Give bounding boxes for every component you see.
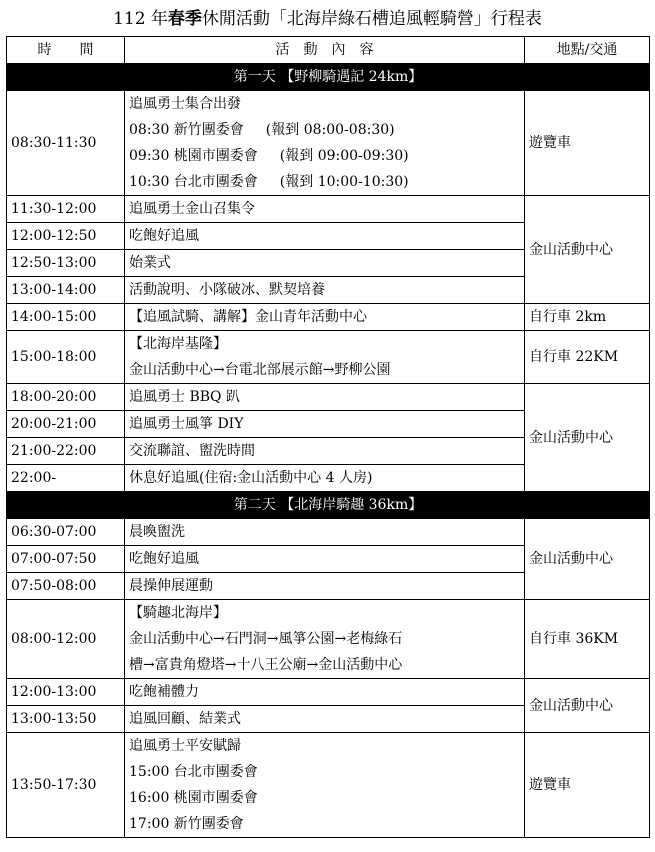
- activity-cell: 始業式: [125, 250, 525, 277]
- activity-cell: 晨喚盥洗: [125, 519, 525, 546]
- time-cell: 12:00-12:50: [7, 223, 125, 250]
- activity-cell: 追風勇士風箏 DIY: [125, 411, 525, 438]
- activity-line: 08:30 新竹團委會 (報到 08:00-08:30): [129, 122, 395, 138]
- activity-line: 15:00 台北市團委會: [129, 764, 258, 780]
- activity-line: 【騎趣北海岸】: [129, 605, 227, 621]
- day1-label: 第一天 【野柳騎遇記 24km】: [7, 64, 650, 91]
- activity-cell: 吃飽好追風: [125, 546, 525, 573]
- activity-line: 10:30 台北市團委會 (報到 10:00-10:30): [129, 174, 409, 190]
- activity-cell: 晨操伸展運動: [125, 573, 525, 600]
- time-cell: 21:00-22:00: [7, 438, 125, 465]
- time-cell: 06:30-07:00: [7, 519, 125, 546]
- place-cell: 遊覽車: [525, 91, 650, 196]
- time-cell: 20:00-21:00: [7, 411, 125, 438]
- activity-cell: 交流聯誼、盥洗時間: [125, 438, 525, 465]
- activity-line: 槽→富貴角燈塔→十八王公廟→金山活動中心: [129, 657, 403, 673]
- table-row: [7, 331, 650, 384]
- time-cell: 12:50-13:00: [7, 250, 125, 277]
- header-content: 活 動 內 容: [125, 37, 525, 64]
- place-cell: 金山活動中心: [525, 384, 650, 492]
- title-rest: 休閒活動「北海岸綠石槽追風輕騎營」行程表: [201, 9, 542, 29]
- activity-cell: 追風回顧、結業式: [125, 706, 525, 733]
- activity-line: 16:00 桃園市團委會: [129, 790, 258, 806]
- title-season: 春季: [167, 9, 202, 29]
- time-cell: 22:00-: [7, 465, 125, 492]
- time-cell: 13:00-14:00: [7, 277, 125, 304]
- activity-cell: [125, 733, 525, 838]
- place-cell: 自行車 36KM: [525, 600, 650, 679]
- activity-cell: 追風勇士金山召集令: [125, 196, 525, 223]
- day2-label: 第二天 【北海岸騎趣 36km】: [7, 492, 650, 519]
- schedule-table: [6, 36, 650, 838]
- activity-cell: 吃飽補體力: [125, 679, 525, 706]
- time-cell: 07:00-07:50: [7, 546, 125, 573]
- activity-line: 金山活動中心→石門洞→風箏公園→老梅綠石: [129, 631, 403, 647]
- activity-cell: [125, 91, 525, 196]
- time-cell: 07:50-08:00: [7, 573, 125, 600]
- activity-cell: 【追風試騎、講解】金山青年活動中心: [125, 304, 525, 331]
- activity-line: 09:30 桃園市團委會 (報到 09:00-09:30): [129, 148, 409, 164]
- time-cell: 14:00-15:00: [7, 304, 125, 331]
- table-row: [7, 519, 650, 546]
- activity-cell: 活動說明、小隊破冰、默契培養: [125, 277, 525, 304]
- place-cell: 自行車 22KM: [525, 331, 650, 384]
- time-cell: 08:30-11:30: [7, 91, 125, 196]
- table-row: [7, 600, 650, 679]
- place-cell: 遊覽車: [525, 733, 650, 838]
- time-cell: 12:00-13:00: [7, 679, 125, 706]
- table-row: [7, 733, 650, 838]
- table-row: [7, 384, 650, 411]
- place-cell: 金山活動中心: [525, 679, 650, 733]
- activity-cell: 吃飽好追風: [125, 223, 525, 250]
- place-cell: 金山活動中心: [525, 196, 650, 304]
- table-row: [7, 196, 650, 223]
- time-cell: 18:00-20:00: [7, 384, 125, 411]
- table-row: [7, 91, 650, 196]
- activity-line: 金山活動中心→台電北部展示館→野柳公園: [129, 362, 391, 378]
- header-place: 地點/交通: [525, 37, 650, 64]
- time-cell: 08:00-12:00: [7, 600, 125, 679]
- title-year: 112 年: [113, 9, 168, 29]
- activity-line: 追風勇士集合出發: [129, 96, 241, 112]
- page-title: [6, 4, 649, 34]
- activity-cell: 追風勇士 BBQ 趴: [125, 384, 525, 411]
- place-cell: 金山活動中心: [525, 519, 650, 600]
- activity-line: 【北海岸基隆】: [129, 336, 227, 352]
- header-time: 時 間: [7, 37, 125, 64]
- activity-cell: [125, 600, 525, 679]
- table-row: [7, 679, 650, 706]
- day1-banner: [7, 64, 650, 91]
- table-row: [7, 304, 650, 331]
- activity-cell: 休息好追風(住宿:金山活動中心 4 人房): [125, 465, 525, 492]
- activity-line: 17:00 新竹團委會: [129, 816, 244, 832]
- place-cell: 自行車 2km: [525, 304, 650, 331]
- time-cell: 15:00-18:00: [7, 331, 125, 384]
- time-cell: 11:30-12:00: [7, 196, 125, 223]
- time-cell: 13:50-17:30: [7, 733, 125, 838]
- activity-line: 追風勇士平安賦歸: [129, 738, 241, 754]
- day2-banner: [7, 492, 650, 519]
- header-row: [7, 37, 650, 64]
- time-cell: 13:00-13:50: [7, 706, 125, 733]
- activity-cell: [125, 331, 525, 384]
